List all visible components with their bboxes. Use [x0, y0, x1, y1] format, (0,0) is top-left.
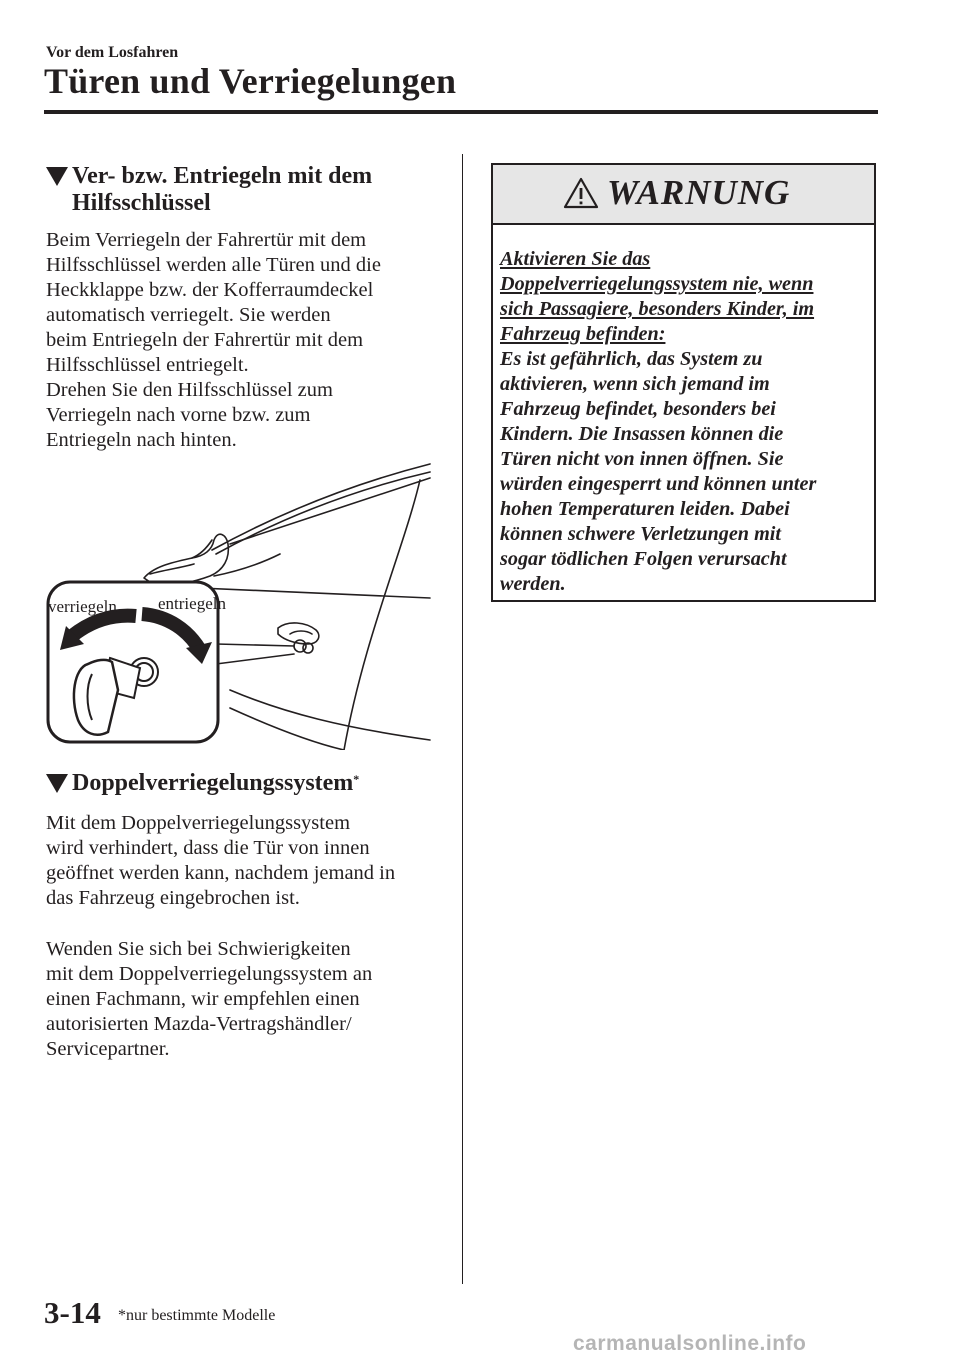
- warning-text: Es ist gefährlich, das System zu aktivieren, wenn sich jemand im Fahrzeug befindet, besonders bei Kindern. Die Insassen können die Türen nicht von innen öffnen. Sie würden eingesperrt und können unter hohen Temperaturen leiden. Dabei können schwere Verletzungen mit sogar tödlichen Folgen verursacht werden.: [500, 348, 817, 595]
- section1-body: Beim Verriegeln der Fahrertür mit dem Hilfsschlüssel werden alle Türen und die Heckklappe bzw. der Kofferraumdeckel automatisch verriegelt. Sie werden beim Entriegeln der Fahrertür mit dem Hilfsschlüssel entriegelt. Drehen Sie den Hilfsschlüssel zum Verriegeln nach vorne bzw. zum Entriegeln nach hinten.: [46, 229, 381, 451]
- door-lock-illustration: [44, 458, 434, 750]
- section-heading-entriegeln: [48, 163, 428, 217]
- heading-text: [48, 770, 359, 797]
- section-heading-doppelverriegelung: [48, 770, 428, 797]
- label-entriegeln: entriegeln: [158, 594, 226, 613]
- warning-triangle-icon: [563, 177, 599, 209]
- triangle-bullet-icon: [46, 774, 68, 793]
- heading-line-2: Hilfsschlüssel: [72, 190, 211, 216]
- section-label: Vor dem Losfahren: [46, 44, 179, 61]
- section2-body-1: Mit dem Doppelverriegelungssystem wird verhindert, dass die Tür von innen geöffnet werden kann, nachdem jemand in das Fahrzeug eingebrochen ist.: [46, 812, 396, 909]
- footnote: *nur bestimmte Modelle: [118, 1307, 276, 1324]
- heading-label: Doppelverriegelungssystem: [72, 770, 354, 796]
- warning-lead: Aktivieren Sie das Doppelverriegelungssystem nie, wenn sich Passagiere, besonders Kinder, im Fahrzeug befinden:: [500, 248, 815, 345]
- warning-header: [493, 165, 874, 225]
- section2-body-2: Wenden Sie sich bei Schwierigkeiten mit dem Doppelverriegelungssystem an einen Fachmann, wir empfehlen einen autorisierten Mazda-Vertragshändler/ Servicepartner.: [46, 938, 373, 1060]
- title-rule: [44, 110, 878, 114]
- triangle-bullet-icon: [46, 167, 68, 186]
- label-verriegeln: verriegeln: [48, 597, 117, 616]
- warning-body: [500, 247, 870, 597]
- model-footnote-mark: *: [353, 772, 360, 786]
- watermark: carmanualsonline.info: [573, 1332, 807, 1355]
- warning-box: [491, 163, 876, 602]
- column-divider: [462, 154, 463, 1284]
- page-title: Türen und Verriegelungen: [44, 61, 457, 101]
- heading-line-1: Ver- bzw. Entriegeln mit dem: [72, 163, 373, 189]
- page-number: 3-14: [44, 1295, 101, 1330]
- warning-title: WARNUNG: [607, 173, 791, 212]
